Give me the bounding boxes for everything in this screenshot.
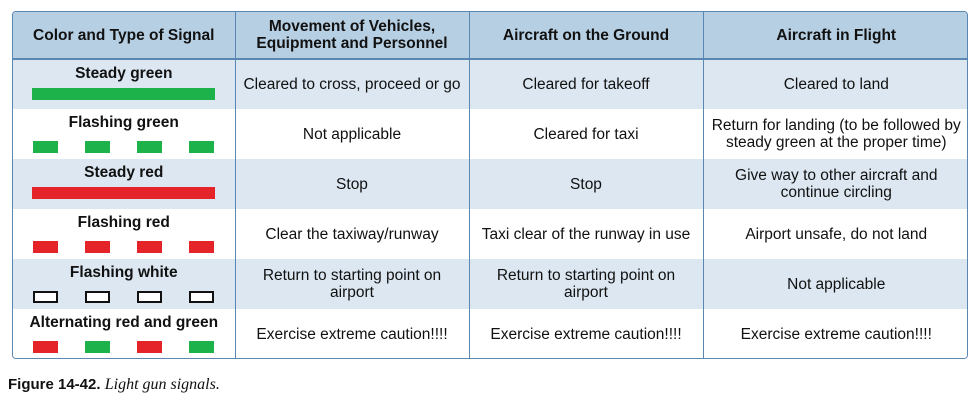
table-row xyxy=(13,59,968,109)
flight-cell: Cleared to land xyxy=(703,59,968,109)
flash-dash xyxy=(85,341,110,353)
ground-cell: Return to starting point on airport xyxy=(469,259,703,309)
column-header-flight: Aircraft in Flight xyxy=(703,12,968,59)
signal-cell xyxy=(13,109,235,159)
signal-label: Alternating red and green xyxy=(29,314,219,331)
flash-dash xyxy=(85,241,110,253)
vehicles-cell: Stop xyxy=(235,159,469,209)
signal-label: Steady green xyxy=(75,65,173,82)
ground-cell: Taxi clear of the runway in use xyxy=(469,209,703,259)
flashing-light-pattern xyxy=(33,241,214,253)
signal-cell xyxy=(13,159,235,209)
flashing-light-pattern xyxy=(33,141,214,153)
figure-title: Light gun signals. xyxy=(104,376,220,393)
table-row xyxy=(13,159,968,209)
signal-label: Flashing green xyxy=(68,114,179,131)
figure-caption xyxy=(8,376,220,394)
signal-label: Flashing white xyxy=(69,264,178,281)
vehicles-cell: Cleared to cross, proceed or go xyxy=(235,59,469,109)
signal-label: Flashing red xyxy=(77,214,170,231)
vehicles-cell: Exercise extreme caution!!!! xyxy=(235,309,469,359)
column-header-vehicles: Movement of Vehicles, Equipment and Personnel xyxy=(235,12,469,59)
flash-dash xyxy=(189,291,214,303)
signal-cell xyxy=(13,209,235,259)
table-row xyxy=(13,259,968,309)
flashing-light-pattern xyxy=(33,291,214,303)
flashing-light-pattern xyxy=(33,341,214,353)
table-row xyxy=(13,109,968,159)
figure-number: Figure 14-42. xyxy=(8,376,101,393)
light-gun-signals-table xyxy=(13,12,968,359)
flash-dash xyxy=(33,291,58,303)
flight-cell: Return for landing (to be followed by steady green at the proper time) xyxy=(703,109,968,159)
signal-label: Steady red xyxy=(84,164,164,181)
ground-cell: Exercise extreme caution!!!! xyxy=(469,309,703,359)
flash-dash xyxy=(85,291,110,303)
table-body xyxy=(13,59,968,359)
column-header-ground: Aircraft on the Ground xyxy=(469,12,703,59)
signals-table-container xyxy=(12,11,968,359)
table-header-row xyxy=(13,12,968,59)
steady-light-bar xyxy=(32,88,215,100)
column-header-signal: Color and Type of Signal xyxy=(13,12,235,59)
signal-cell xyxy=(13,259,235,309)
table-row xyxy=(13,309,968,359)
vehicles-cell: Not applicable xyxy=(235,109,469,159)
flight-cell: Airport unsafe, do not land xyxy=(703,209,968,259)
flash-dash xyxy=(189,341,214,353)
flash-dash xyxy=(137,291,162,303)
table-row xyxy=(13,209,968,259)
flash-dash xyxy=(137,341,162,353)
flash-dash xyxy=(85,141,110,153)
signal-cell xyxy=(13,309,235,359)
flash-dash xyxy=(189,241,214,253)
flash-dash xyxy=(33,341,58,353)
flash-dash xyxy=(189,141,214,153)
flash-dash xyxy=(137,141,162,153)
flight-cell: Not applicable xyxy=(703,259,968,309)
steady-light-bar xyxy=(32,187,215,199)
flight-cell: Exercise extreme caution!!!! xyxy=(703,309,968,359)
ground-cell: Cleared for taxi xyxy=(469,109,703,159)
vehicles-cell: Return to starting point on airport xyxy=(235,259,469,309)
signal-cell xyxy=(13,59,235,109)
flash-dash xyxy=(137,241,162,253)
flight-cell: Give way to other aircraft and continue circling xyxy=(703,159,968,209)
vehicles-cell: Clear the taxiway/runway xyxy=(235,209,469,259)
ground-cell: Cleared for takeoff xyxy=(469,59,703,109)
flash-dash xyxy=(33,241,58,253)
flash-dash xyxy=(33,141,58,153)
ground-cell: Stop xyxy=(469,159,703,209)
